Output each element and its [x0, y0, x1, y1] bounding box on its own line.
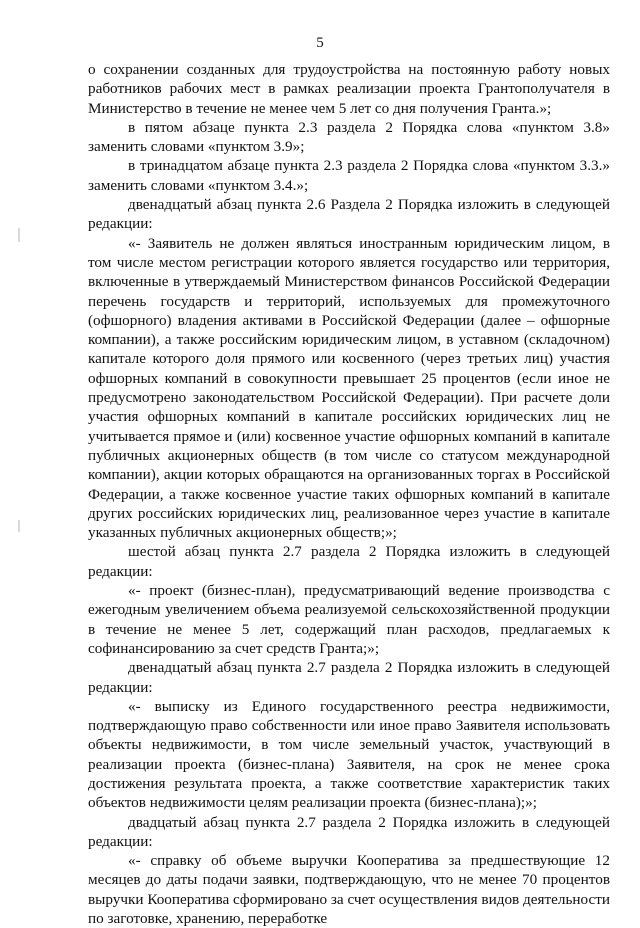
scan-artifact-left-lower [18, 520, 20, 532]
scan-artifact-left [18, 228, 20, 242]
page-number: 5 [316, 35, 324, 51]
paragraph: «- Заявитель не должен являться иностранным юридическим лицом, в том числе местом регистрации которого является государство или территория, включенные в утверждаемый Министерством финансов Российской Федерации перечень государств и территорий, используемых для промежуточного (офшорного) владения активами в Российской Федерации (далее – офшорные компании), а также российским юридическим лицом, в уставном (складочном) капитале которого доля прямого или косвенного (через третьих лиц) участия офшорных компаний в совокупности превышает 25 процентов (если иное не предусмотрено законодательством Российской Федерации). При расчете доли участия офшорных компаний в капитале российских юридических лиц не учитывается прямое и (или) косвенное участие офшорных компаний в капитале публичных акционерных обществ (в том числе со статусом международной компании), акции которых обращаются на организованных торгах в Российской Федерации, а также косвенное участие таких офшорных компаний в капитале других российских юридических лиц, реализованное через участие в капитале указанных публичных акционерных обществ;»; [88, 234, 610, 542]
paragraph: в тринадцатом абзаце пункта 2.3 раздела 2 Порядка слова «пунктом 3.3.» заменить словами «пунктом 3.4.»; [88, 157, 610, 194]
paragraph: «- проект (бизнес-план), предусматривающий ведение производства с ежегодным увеличением объема реализуемой сельскохозяйственной продукции в течение не менее 5 лет, содержащий план расходов, предлагаемых к софинансированию за счет средств Гранта;»; [88, 582, 610, 657]
document-body [88, 60, 610, 928]
paragraph: о сохранении созданных для трудоустройства на постоянную работу новых работников рабочих мест в рамках реализации проекта Грантополучателя в Министерство в течение не менее чем 5 лет со дня получения Гранта.»; [88, 61, 610, 117]
paragraph: двенадцатый абзац пункта 2.6 Раздела 2 Порядка изложить в следующей редакции: [88, 196, 610, 233]
paragraph: двадцатый абзац пункта 2.7 раздела 2 Порядка изложить в следующей редакции: [88, 813, 610, 850]
paragraph: в пятом абзаце пункта 2.3 раздела 2 Порядка слова «пунктом 3.8» заменить словами «пунктом 3.9»; [88, 118, 610, 156]
paragraph: шестой абзац пункта 2.7 раздела 2 Порядка изложить в следующей редакции: [88, 543, 610, 580]
paragraph: «- справку об объеме выручки Кооператива за предшествующие 12 месяцев до даты подачи заявки, подтверждающую, что не менее 70 процентов выручки Кооператива сформировано за счет осуществления видов деятельности по заготовке, хранению, переработке [88, 852, 610, 928]
paragraph: двенадцатый абзац пункта 2.7 раздела 2 Порядка изложить в следующей редакции: [88, 659, 610, 696]
paragraph: «- выписку из Единого государственного реестра недвижимости, подтверждающую право собственности или иное право Заявителя использовать объекты недвижимости, в том числе земельный участок, участвующий в реализации проекта (бизнес-плана) Заявителя, на срок не менее срока достижения результата проекта, а также соответствие характеристик таких объектов недвижимости целям реализации проекта (бизнес-плана);»; [88, 697, 610, 812]
